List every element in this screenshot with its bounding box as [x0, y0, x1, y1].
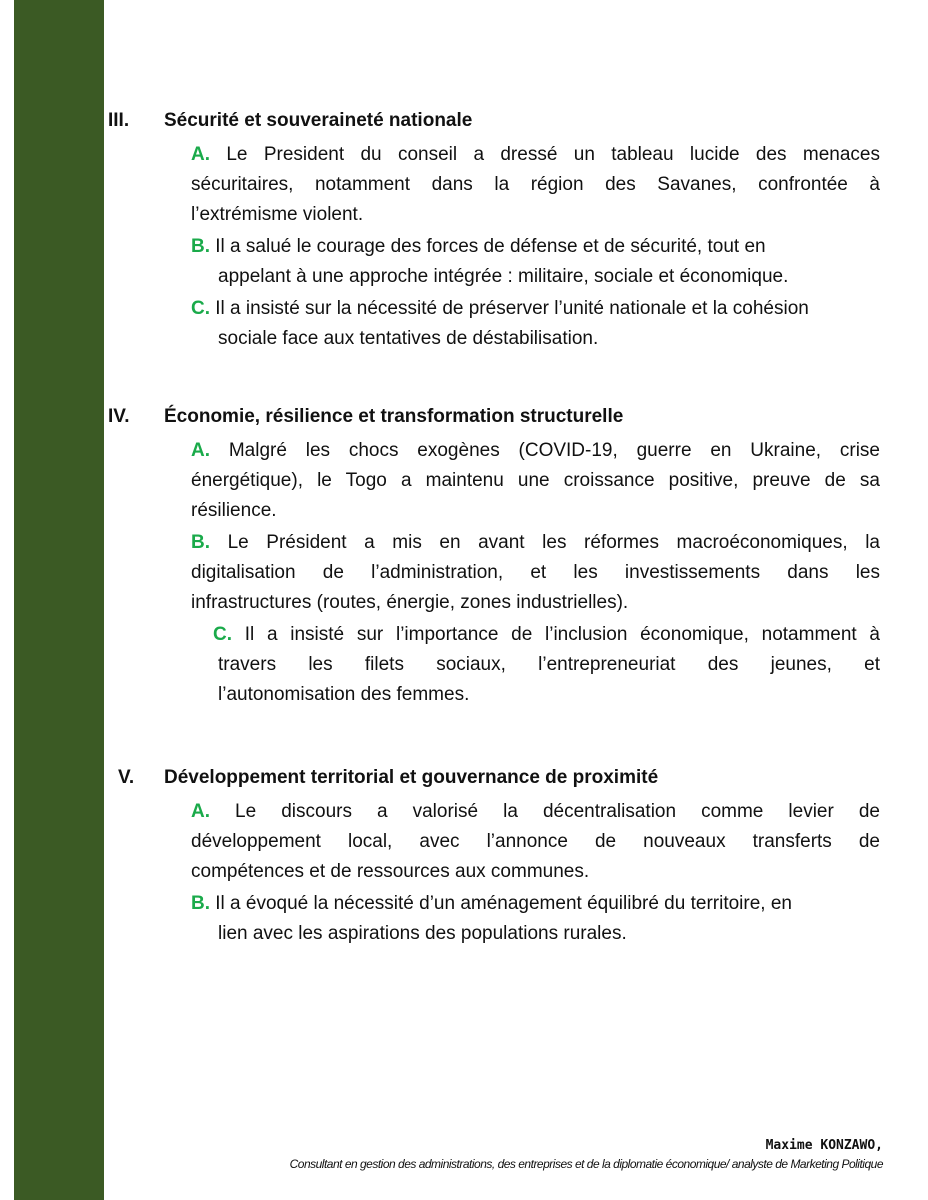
list-letter: C. — [213, 624, 232, 645]
list-letter: A. — [191, 144, 210, 165]
section-title: Économie, résilience et transformation structurelle — [164, 406, 624, 427]
item-text: sociale face aux tentatives de déstabilisation. — [218, 328, 599, 349]
section-numeral: III. — [108, 110, 130, 131]
item-text: développement local, avec l’annonce de nouveaux transferts de — [191, 831, 880, 852]
item-text: Il a insisté sur l’importance de l’inclusion économique, notamment à — [244, 624, 880, 645]
section-numeral: IV. — [108, 406, 130, 427]
item-text: Il a insisté sur la nécessité de préserver l’unité nationale et la cohésion — [215, 298, 809, 319]
section-title: Sécurité et souveraineté nationale — [164, 110, 473, 131]
section-heading — [108, 110, 888, 138]
item-text: Il a évoqué la nécessité d’un aménagement équilibré du territoire, en — [215, 893, 792, 914]
page-left-margin — [0, 0, 14, 1200]
item-text: infrastructures (routes, énergie, zones industrielles). — [191, 592, 629, 613]
list-item-b — [191, 528, 880, 618]
item-text: l’autonomisation des femmes. — [218, 684, 470, 705]
item-text: compétences et de ressources aux communes. — [191, 861, 590, 882]
list-item-c — [191, 294, 880, 354]
list-letter: B. — [191, 236, 210, 257]
item-text: Le President du conseil a dressé un tableau lucide des menaces — [226, 144, 880, 165]
section-heading — [108, 767, 888, 795]
sidebar-green-bar — [14, 0, 104, 1200]
list-letter: B. — [191, 532, 210, 553]
section-security — [108, 110, 888, 354]
item-text: lien avec les aspirations des populations rurales. — [218, 923, 627, 944]
list-item-a — [191, 140, 880, 230]
item-text: l’extrémisme violent. — [191, 204, 364, 225]
list-item-a — [191, 797, 880, 887]
list-item-b — [191, 889, 880, 949]
item-text: Le Président a mis en avant les réformes macroéconomiques, la — [227, 532, 880, 553]
section-numeral: V. — [118, 767, 135, 788]
list-item-b — [191, 232, 880, 292]
item-text: digitalisation de l’administration, et les investissements dans les — [191, 562, 880, 583]
list-letter: A. — [191, 440, 210, 461]
item-text: résilience. — [191, 500, 277, 521]
list-letter: A. — [191, 801, 210, 822]
signature-name: Maxime KONZAWO, — [765, 1138, 883, 1153]
item-text: Le discours a valorisé la décentralisation comme levier de — [235, 801, 880, 822]
list-item-a — [191, 436, 880, 526]
signature-role: Consultant en gestion des administrations, des entreprises et de la diplomatie économique/ analyste de Marketing Politique — [289, 1157, 883, 1171]
section-economy — [108, 406, 888, 710]
list-letter: B. — [191, 893, 210, 914]
item-text: travers les filets sociaux, l’entrepreneuriat des jeunes, et — [218, 654, 880, 675]
item-text: appelant à une approche intégrée : militaire, sociale et économique. — [218, 266, 789, 287]
item-text: Malgré les chocs exogènes (COVID-19, guerre en Ukraine, crise — [228, 440, 880, 461]
signature-block — [290, 1137, 883, 1173]
item-text: sécuritaires, notamment dans la région des Savanes, confrontée à — [191, 174, 880, 195]
item-text: Il a salué le courage des forces de défense et de sécurité, tout en — [215, 236, 766, 257]
section-heading — [108, 406, 888, 434]
section-title: Développement territorial et gouvernance de proximité — [164, 767, 659, 788]
list-item-c — [213, 620, 880, 710]
section-territorial — [108, 767, 888, 949]
item-text: énergétique), le Togo a maintenu une croissance positive, preuve de sa — [191, 470, 880, 491]
list-letter: C. — [191, 298, 210, 319]
